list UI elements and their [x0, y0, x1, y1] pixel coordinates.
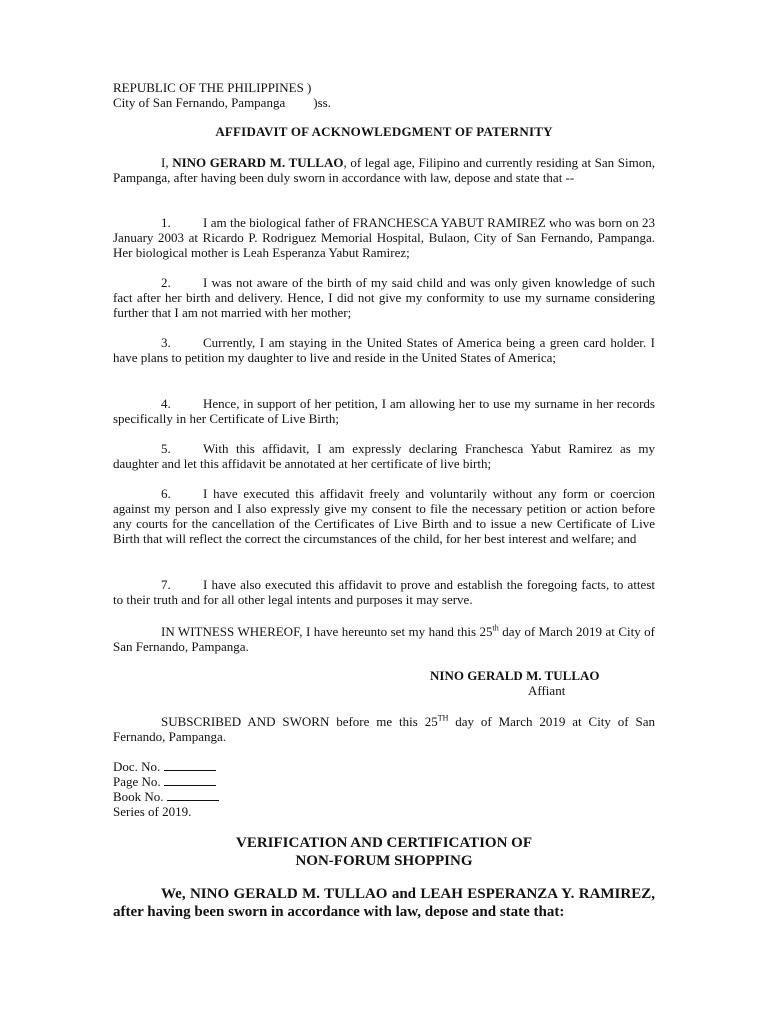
paragraph-text: I have also executed this affidavit to prove and establish the foregoing facts, to attest to their truth and for all other legal intents and purposes it may serve.: [113, 577, 655, 607]
jurat: [113, 714, 655, 744]
verification-names: NINO GERALD M. TULLAO and LEAH ESPERANZA Y. RAMIREZ,: [189, 886, 655, 902]
intro-paragraph: [113, 155, 655, 185]
caption-city: City of San Fernando, Pampanga: [113, 95, 286, 110]
jurat-after: day of March 2019 at City of San Fernando, Pampanga.: [113, 714, 655, 744]
signature-role: Affiant: [528, 683, 566, 698]
witness-ordinal: th: [492, 623, 499, 633]
paragraph-number: 1.: [161, 215, 171, 230]
jurat-before: SUBSCRIBED AND SWORN before me this 25: [161, 714, 438, 729]
witness-before: IN WITNESS WHEREOF, I have hereunto set my hand this 25: [161, 624, 493, 639]
paragraph-number: 4.: [161, 396, 171, 411]
witness-after: day of March 2019 at City of San Fernando, Pampanga.: [113, 624, 655, 654]
doc-no-label: Doc. No.: [113, 759, 161, 774]
doc-no-line: [113, 759, 216, 774]
paragraph-5: [113, 441, 655, 471]
paragraph-text: With this affidavit, I am expressly declaring Franchesca Yabut Ramirez as my daughter and let this affidavit be annotated at her certificate of live birth;: [113, 441, 655, 471]
intro-lead: I,: [161, 155, 173, 170]
paragraph-number: 3.: [161, 335, 171, 350]
page-no-line: [113, 774, 216, 789]
book-no-label: Book No.: [113, 789, 164, 804]
page-no-blank: [164, 774, 216, 786]
intro-rest: , of legal age, Filipino and currently residing at San Simon, Pampanga, after having been duly sworn in accordance with law, depose and state that --: [113, 155, 655, 185]
jurat-ordinal: TH: [437, 713, 449, 723]
paragraph-number: 5.: [161, 441, 171, 456]
paragraph-1: [113, 215, 655, 260]
affiant-name-intro: NINO GERARD M. TULLAO: [172, 155, 344, 170]
paragraph-7: [113, 577, 655, 607]
caption-ss: )ss.: [313, 95, 331, 110]
verification-we: We,: [161, 886, 190, 902]
document-title: AFFIDAVIT OF ACKNOWLEDGMENT OF PATERNITY: [215, 124, 553, 139]
book-no-line: [113, 789, 219, 804]
verification-title-line2: NON-FORUM SHOPPING: [295, 853, 473, 869]
caption-venue: [113, 95, 331, 110]
paragraph-3: [113, 335, 655, 365]
caption-republic: REPUBLIC OF THE PHILIPPINES ): [113, 80, 312, 95]
paragraph-6: [113, 486, 655, 546]
verification-rest: after having been sworn in accordance with law, depose and state that:: [113, 904, 565, 920]
book-no-blank: [167, 789, 219, 801]
page-no-label: Page No.: [113, 774, 161, 789]
paragraph-number: 6.: [161, 486, 171, 501]
paragraph-text: Hence, in support of her petition, I am allowing her to use my surname in her records specifically in her Certificate of Live Birth;: [113, 396, 655, 426]
paragraph-4: [113, 396, 655, 426]
verification-title-line1: VERIFICATION AND CERTIFICATION OF: [235, 835, 533, 851]
series-line: Series of 2019.: [113, 804, 192, 819]
paragraph-2: [113, 275, 655, 320]
paragraph-text: I have executed this affidavit freely and voluntarily without any form or coercion against my person and I also expressly give my consent to file the necessary petition or action before any courts for the cancellation of the Certificates of Live Birth and to issue a new Certificate of Live Birth that will reflect the correct the circumstances of the child, for her best interest and welfare; and: [113, 486, 655, 546]
verification-paragraph: [113, 885, 655, 921]
paragraph-text: I am the biological father of FRANCHESCA YABUT RAMIREZ who was born on 23 January 2003 at Ricardo P. Rodriguez Memorial Hospital, Bulaon, City of San Fernando, Pampanga. Her biological mother is Leah Esperanza Yabut Ramirez;: [113, 215, 655, 260]
paragraph-text: Currently, I am staying in the United States of America being a green card holder. I have plans to petition my daughter to live and reside in the United States of America;: [113, 335, 655, 365]
paragraph-number: 2.: [161, 275, 171, 290]
witness-clause: [113, 624, 655, 654]
doc-no-blank: [164, 759, 216, 771]
signature-name: NINO GERALD M. TULLAO: [430, 668, 600, 683]
paragraph-number: 7.: [161, 577, 171, 592]
paragraph-text: I was not aware of the birth of my said child and was only given knowledge of such fact after her birth and delivery. Hence, I did not give my conformity to use my surname considering further that I am not married with her mother;: [113, 275, 655, 320]
